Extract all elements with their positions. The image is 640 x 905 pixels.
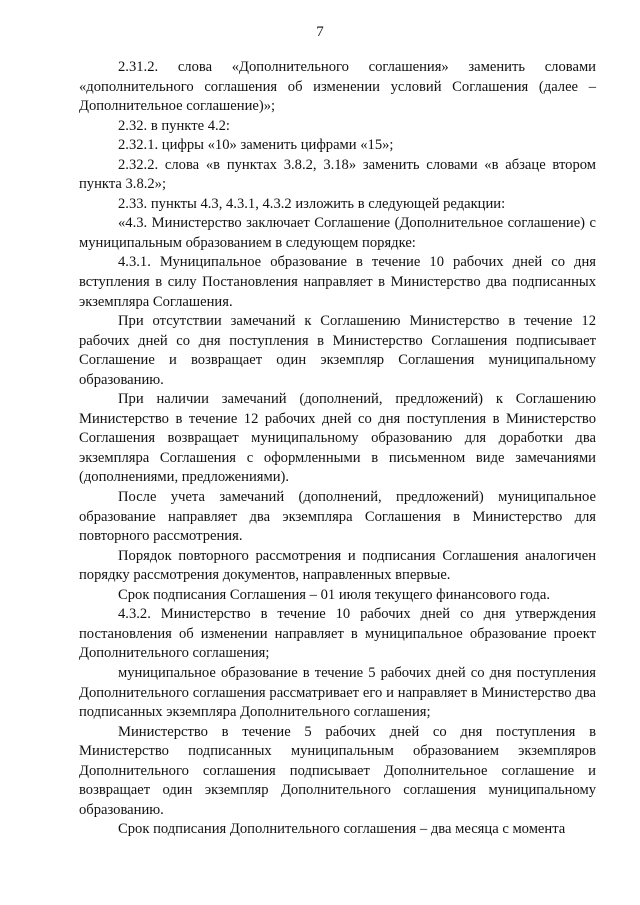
paragraph-2-32-2: 2.32.2. слова «в пунктах 3.8.2, 3.18» заменить словами «в абзаце втором пункта 3.8.2»;	[79, 156, 596, 193]
paragraph-2-31-2: 2.31.2. слова «Дополнительного соглашения» заменить словами «дополнительного соглашения об изменении условий Соглашения (далее – Дополнительное соглашение)»;	[79, 59, 596, 115]
paragraph-4-3-1: 4.3.1. Муниципальное образование в течение 10 рабочих дней со дня вступления в силу Постановления направляет в Министерство два подписанных экземпляра Соглашения.	[79, 254, 596, 310]
paragraph-after-remarks: После учета замечаний (дополнений, предложений) муниципальное образование направляет два экземпляра Соглашения в Министерство для повторного рассмотрения.	[79, 489, 596, 545]
paragraph-additional-deadline: Срок подписания Дополнительного соглашения – два месяца с момента	[118, 821, 566, 838]
page-number: 7	[316, 24, 324, 40]
paragraph-no-remarks: При отсутствии замечаний к Соглашению Министерство в течение 12 рабочих дней со дня поступления в Министерство Соглашения подписывает Соглашение и возвращает один экземпляр Соглашения муниципальному образованию.	[79, 313, 596, 388]
document-body	[79, 58, 596, 840]
paragraph-2-33: 2.33. пункты 4.3, 4.3.1, 4.3.2 изложить в следующей редакции:	[118, 195, 506, 212]
paragraph-re-review-order: Порядок повторного рассмотрения и подписания Соглашения аналогичен порядку рассмотрения документов, направленных впервые.	[79, 547, 596, 584]
paragraph-signing-deadline: Срок подписания Соглашения – 01 июля текущего финансового года.	[118, 586, 550, 603]
paragraph-municipal-review: муниципальное образование в течение 5 рабочих дней со дня поступления Дополнительного соглашения рассматривает его и направляет в Министерство два подписанных экземпляра Дополнительного соглашения;	[79, 664, 596, 721]
paragraph-4-3-2: 4.3.2. Министерство в течение 10 рабочих дней со дня утверждения постановления об изменении направляет в муниципальное образование проект Дополнительного соглашения;	[79, 606, 596, 662]
paragraph-2-32: 2.32. в пункте 4.2:	[118, 117, 230, 134]
paragraph-2-32-1: 2.32.1. цифры «10» заменить цифрами «15»;	[118, 137, 394, 154]
paragraph-4-3: «4.3. Министерство заключает Соглашение (Дополнительное соглашение) с муниципальным образованием в следующем порядке:	[79, 215, 596, 251]
paragraph-with-remarks: При наличии замечаний (дополнений, предложений) к Соглашению Министерство в течение 12 рабочих дней со дня поступления в Министерство Соглашения возвращает муниципальному образованию для доработки два экземпляра Соглашения с оформленными в письменном виде замечаниями (дополнениями, предложениями).	[79, 391, 596, 486]
paragraph-ministry-signs: Министерство в течение 5 рабочих дней со дня поступления в Министерство подписанных муниципальным образованием экземпляров Дополнительного соглашения подписывает Дополнительное соглашение и возвращает один экземпляр Дополнительного соглашения муниципальному образованию.	[79, 723, 596, 818]
